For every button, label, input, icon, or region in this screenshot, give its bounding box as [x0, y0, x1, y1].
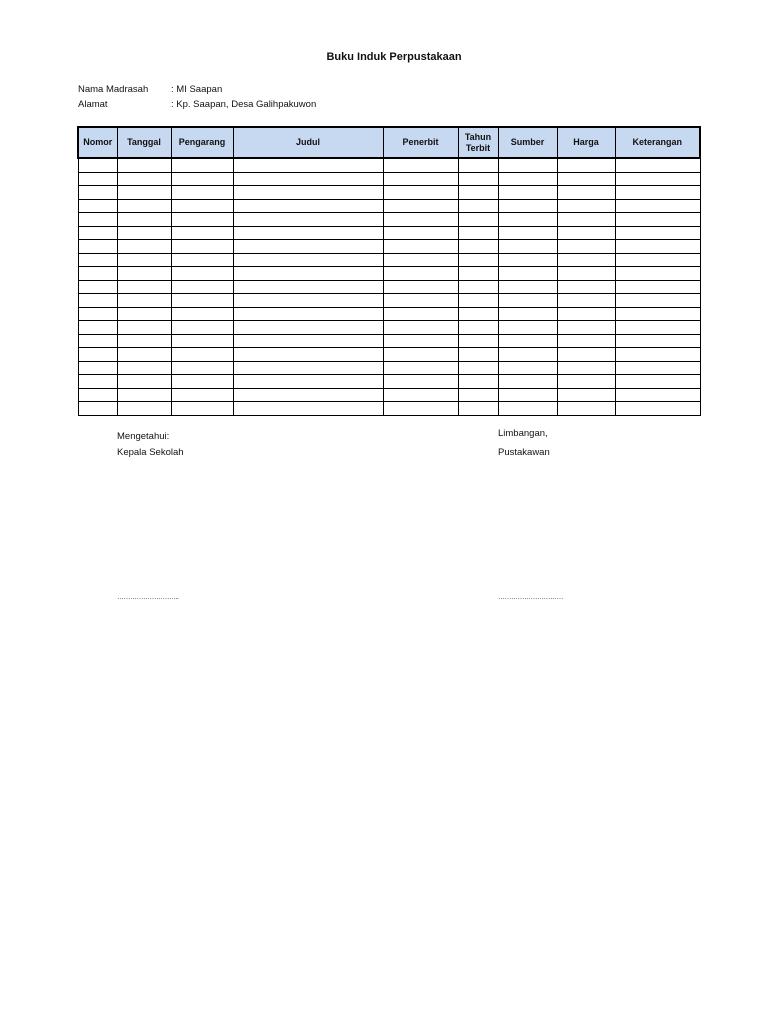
table-cell[interactable]: [498, 280, 557, 294]
table-cell[interactable]: [557, 294, 615, 308]
table-cell[interactable]: [117, 199, 171, 213]
table-cell[interactable]: [615, 375, 700, 389]
table-cell[interactable]: [498, 388, 557, 402]
table-row: [78, 402, 700, 416]
table-cell[interactable]: [78, 348, 117, 362]
table-cell[interactable]: [383, 158, 458, 172]
table-cell[interactable]: [498, 226, 557, 240]
table-row: [78, 186, 700, 200]
table-cell[interactable]: [117, 307, 171, 321]
table-row: [78, 294, 700, 308]
table-cell[interactable]: [458, 280, 498, 294]
table-header-row: [78, 127, 700, 158]
table-cell[interactable]: [458, 267, 498, 281]
table-cell[interactable]: [383, 388, 458, 402]
table-cell[interactable]: [117, 158, 171, 172]
table-cell[interactable]: [117, 226, 171, 240]
principal-title: Kepala Sekolah: [117, 447, 184, 458]
column-header-sumber: Sumber: [498, 127, 557, 158]
table-cell[interactable]: [171, 253, 233, 267]
table-cell[interactable]: [557, 361, 615, 375]
table-cell[interactable]: [557, 226, 615, 240]
acknowledged-label: Mengetahui:: [117, 431, 170, 442]
table-cell[interactable]: [78, 388, 117, 402]
table-cell[interactable]: [615, 172, 700, 186]
document-title: Buku Induk Perpustakaan: [326, 51, 462, 63]
column-header-nomor: Nomor: [78, 127, 117, 158]
table-cell[interactable]: [458, 348, 498, 362]
column-header-tanggal: Tanggal: [117, 127, 171, 158]
librarian-signature-line: …………………………: [498, 594, 563, 601]
library-ledger-table: [77, 126, 701, 416]
table-cell[interactable]: [498, 186, 557, 200]
table-cell[interactable]: [233, 361, 383, 375]
table-cell[interactable]: [117, 321, 171, 335]
table-cell[interactable]: [233, 267, 383, 281]
table-cell[interactable]: [458, 375, 498, 389]
table-cell[interactable]: [615, 240, 700, 254]
table-cell[interactable]: [498, 158, 557, 172]
table-cell[interactable]: [557, 213, 615, 227]
table-row: [78, 240, 700, 254]
school-name-value: : MI Saapan: [171, 84, 223, 95]
table-cell[interactable]: [615, 402, 700, 416]
table-cell[interactable]: [78, 294, 117, 308]
table-cell[interactable]: [383, 226, 458, 240]
table-cell[interactable]: [458, 294, 498, 308]
table-cell[interactable]: [557, 172, 615, 186]
table-body: [78, 158, 700, 415]
table-cell[interactable]: [557, 388, 615, 402]
table-cell[interactable]: [78, 186, 117, 200]
table-cell[interactable]: [117, 348, 171, 362]
table-cell[interactable]: [615, 361, 700, 375]
school-name-label: Nama Madrasah: [78, 84, 149, 95]
table-row: [78, 321, 700, 335]
table-cell[interactable]: [557, 321, 615, 335]
principal-signature-line: ………………………..: [117, 594, 179, 601]
table-row: [78, 361, 700, 375]
table-cell[interactable]: [233, 172, 383, 186]
table-cell[interactable]: [557, 199, 615, 213]
table-row: [78, 267, 700, 281]
table-cell[interactable]: [383, 361, 458, 375]
table-row: [78, 199, 700, 213]
table-cell[interactable]: [615, 253, 700, 267]
table-cell[interactable]: [383, 321, 458, 335]
table-cell[interactable]: [78, 361, 117, 375]
table-cell[interactable]: [498, 321, 557, 335]
table-cell[interactable]: [557, 267, 615, 281]
table-cell[interactable]: [458, 186, 498, 200]
table-cell[interactable]: [171, 199, 233, 213]
column-header-judul: Judul: [233, 127, 383, 158]
table-cell[interactable]: [498, 267, 557, 281]
table-cell[interactable]: [78, 267, 117, 281]
table-row: [78, 226, 700, 240]
table-cell[interactable]: [615, 307, 700, 321]
table-cell[interactable]: [383, 402, 458, 416]
table-cell[interactable]: [615, 213, 700, 227]
table-cell[interactable]: [233, 213, 383, 227]
table-cell[interactable]: [498, 334, 557, 348]
table-cell[interactable]: [615, 267, 700, 281]
table-cell[interactable]: [383, 186, 458, 200]
table-cell[interactable]: [383, 213, 458, 227]
table-cell[interactable]: [557, 253, 615, 267]
table-cell[interactable]: [171, 172, 233, 186]
table-cell[interactable]: [233, 199, 383, 213]
column-header-keterangan: Keterangan: [615, 127, 700, 158]
table-cell[interactable]: [78, 240, 117, 254]
table-cell[interactable]: [233, 253, 383, 267]
column-header-harga: Harga: [557, 127, 615, 158]
table-cell[interactable]: [615, 226, 700, 240]
table-cell[interactable]: [78, 172, 117, 186]
table-row: [78, 253, 700, 267]
tahun-terbit-line-1: Tahun: [464, 131, 492, 142]
table-cell[interactable]: [615, 388, 700, 402]
place-label: Limbangan,: [498, 428, 548, 439]
table-cell[interactable]: [557, 158, 615, 172]
table-row: [78, 280, 700, 294]
table-cell[interactable]: [458, 213, 498, 227]
table-cell[interactable]: [171, 402, 233, 416]
table-cell[interactable]: [117, 361, 171, 375]
table-cell[interactable]: [117, 388, 171, 402]
table-cell[interactable]: [383, 375, 458, 389]
table-cell[interactable]: [233, 321, 383, 335]
table-cell[interactable]: [117, 280, 171, 294]
table-cell[interactable]: [171, 388, 233, 402]
table-cell[interactable]: [117, 213, 171, 227]
table-row: [78, 213, 700, 227]
table-cell[interactable]: [117, 334, 171, 348]
table-cell[interactable]: [233, 388, 383, 402]
table-cell[interactable]: [498, 172, 557, 186]
table-cell[interactable]: [458, 334, 498, 348]
table-cell[interactable]: [233, 158, 383, 172]
table-cell[interactable]: [557, 240, 615, 254]
column-header-penerbit: Penerbit: [383, 127, 458, 158]
table-row: [78, 307, 700, 321]
table-cell[interactable]: [615, 280, 700, 294]
table-cell[interactable]: [458, 402, 498, 416]
table-cell[interactable]: [117, 186, 171, 200]
table-cell[interactable]: [171, 294, 233, 308]
table-cell[interactable]: [458, 361, 498, 375]
table-cell[interactable]: [615, 158, 700, 172]
table-cell[interactable]: [383, 240, 458, 254]
table-cell[interactable]: [498, 213, 557, 227]
table-cell[interactable]: [78, 307, 117, 321]
table-cell[interactable]: [458, 307, 498, 321]
table-cell[interactable]: [383, 199, 458, 213]
table-cell[interactable]: [78, 158, 117, 172]
table-row: [78, 158, 700, 172]
table-cell[interactable]: [78, 280, 117, 294]
table-cell[interactable]: [171, 321, 233, 335]
table-cell[interactable]: [171, 280, 233, 294]
table-cell[interactable]: [498, 348, 557, 362]
address-label: Alamat: [78, 99, 108, 110]
table-cell[interactable]: [78, 253, 117, 267]
table-cell[interactable]: [615, 348, 700, 362]
table-cell[interactable]: [557, 334, 615, 348]
table-cell[interactable]: [117, 172, 171, 186]
table-cell[interactable]: [498, 199, 557, 213]
table-cell[interactable]: [78, 375, 117, 389]
table-cell[interactable]: [117, 375, 171, 389]
table-cell[interactable]: [557, 280, 615, 294]
table-cell[interactable]: [458, 321, 498, 335]
table-cell[interactable]: [171, 348, 233, 362]
table-cell[interactable]: [117, 267, 171, 281]
table-cell[interactable]: [383, 348, 458, 362]
table-cell[interactable]: [171, 226, 233, 240]
table-cell[interactable]: [117, 253, 171, 267]
table-cell[interactable]: [383, 334, 458, 348]
table-cell[interactable]: [615, 186, 700, 200]
table-cell[interactable]: [615, 199, 700, 213]
table-cell[interactable]: [557, 402, 615, 416]
table-cell[interactable]: [498, 294, 557, 308]
table-cell[interactable]: [233, 226, 383, 240]
table-cell[interactable]: [557, 186, 615, 200]
table-cell[interactable]: [233, 402, 383, 416]
table-cell[interactable]: [117, 240, 171, 254]
table-cell[interactable]: [78, 213, 117, 227]
table-row: [78, 172, 700, 186]
table-cell[interactable]: [498, 375, 557, 389]
address-value: : Kp. Saapan, Desa Galihpakuwon: [171, 99, 317, 110]
table-cell[interactable]: [171, 158, 233, 172]
table-cell[interactable]: [171, 375, 233, 389]
librarian-title: Pustakawan: [498, 447, 550, 458]
table-cell[interactable]: [117, 402, 171, 416]
table-cell[interactable]: [498, 253, 557, 267]
table-cell[interactable]: [233, 334, 383, 348]
table-cell[interactable]: [233, 186, 383, 200]
table-cell[interactable]: [557, 307, 615, 321]
table-cell[interactable]: [383, 253, 458, 267]
table-cell[interactable]: [615, 334, 700, 348]
table-cell[interactable]: [498, 402, 557, 416]
table-cell[interactable]: [458, 226, 498, 240]
table-cell[interactable]: [383, 294, 458, 308]
table-cell[interactable]: [233, 307, 383, 321]
table-cell[interactable]: [498, 307, 557, 321]
table-cell[interactable]: [458, 158, 498, 172]
table-row: [78, 388, 700, 402]
table-cell[interactable]: [498, 361, 557, 375]
table-cell[interactable]: [233, 348, 383, 362]
table-cell[interactable]: [615, 321, 700, 335]
table-cell[interactable]: [383, 307, 458, 321]
table-cell[interactable]: [383, 267, 458, 281]
table-cell[interactable]: [78, 199, 117, 213]
table-row: [78, 375, 700, 389]
table-cell[interactable]: [78, 321, 117, 335]
table-cell[interactable]: [171, 240, 233, 254]
table-row: [78, 348, 700, 362]
table-cell[interactable]: [557, 375, 615, 389]
table-cell[interactable]: [78, 402, 117, 416]
table-cell[interactable]: [458, 199, 498, 213]
table-cell[interactable]: [171, 186, 233, 200]
table-cell[interactable]: [458, 172, 498, 186]
table-row: [78, 334, 700, 348]
table-cell[interactable]: [171, 307, 233, 321]
table-cell[interactable]: [615, 294, 700, 308]
table-cell[interactable]: [557, 348, 615, 362]
table-cell[interactable]: [233, 280, 383, 294]
table-cell[interactable]: [383, 172, 458, 186]
table-cell[interactable]: [458, 253, 498, 267]
table-cell[interactable]: [458, 388, 498, 402]
tahun-terbit-line-2: Terbit: [465, 142, 491, 153]
column-header-pengarang: Pengarang: [171, 127, 233, 158]
table-cell[interactable]: [233, 375, 383, 389]
table-cell[interactable]: [233, 240, 383, 254]
table-cell[interactable]: [383, 280, 458, 294]
table-cell[interactable]: [458, 240, 498, 254]
table-cell[interactable]: [171, 267, 233, 281]
table-cell[interactable]: [233, 294, 383, 308]
table-cell[interactable]: [171, 334, 233, 348]
table-cell[interactable]: [171, 361, 233, 375]
table-cell[interactable]: [498, 240, 557, 254]
table-cell[interactable]: [78, 334, 117, 348]
table-cell[interactable]: [171, 213, 233, 227]
table-cell[interactable]: [117, 294, 171, 308]
table-cell[interactable]: [78, 226, 117, 240]
column-header-tahun-terbit: [458, 127, 498, 158]
